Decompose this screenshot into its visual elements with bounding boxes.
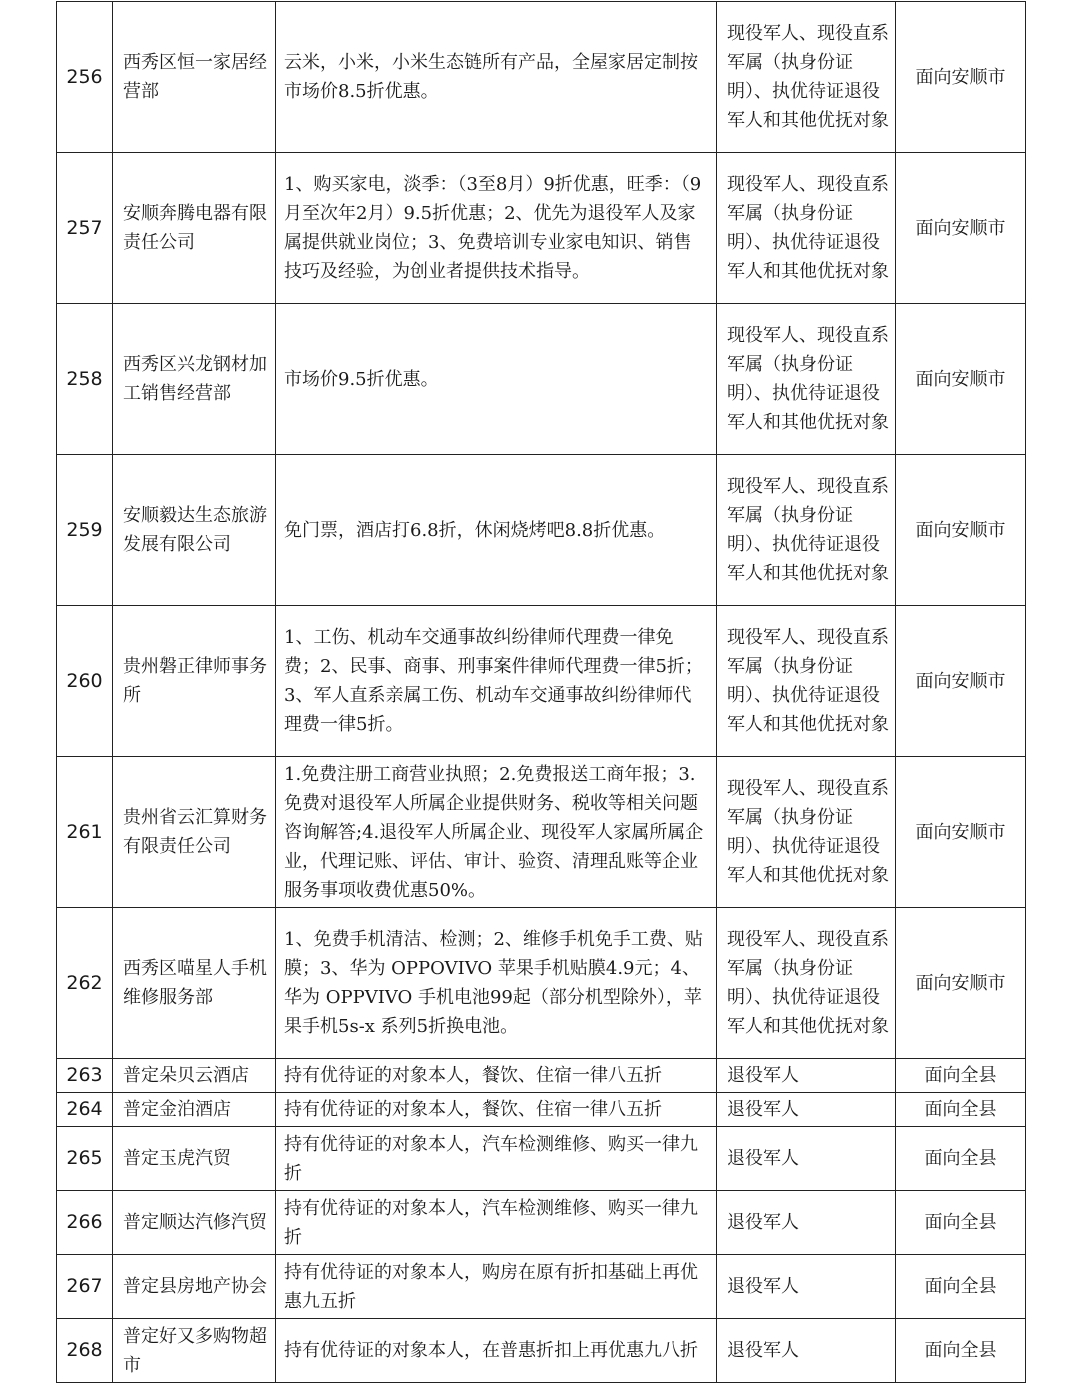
merchant-name: 普定好又多购物超市 (113, 1319, 276, 1383)
offer-text: 1、工伤、机动车交通事故纠纷律师代理费一律免费；2、民事、商事、刑事案件律师代理费一律5折；3、军人直系亲属工伤、机动车交通事故纠纷律师代理费一律5折。 (276, 606, 717, 757)
row-number: 265 (57, 1127, 113, 1191)
table-row (57, 1319, 1026, 1383)
table-row (57, 153, 1026, 304)
scope: 面向安顺市 (896, 455, 1026, 606)
offer-text: 1、购买家电，淡季：（3至8月）9折优惠，旺季：（9月至次年2月）9.5折优惠；2、优先为退役军人及家属提供就业岗位；3、免费培训专业家电知识、销售技巧及经验，为创业者提供技术指导。 (276, 153, 717, 304)
target-group: 退役军人 (717, 1191, 896, 1255)
table-row (57, 757, 1026, 908)
merchant-name: 普定玉虎汽贸 (113, 1127, 276, 1191)
target-group: 现役军人、现役直系军属（执身份证明）、执优待证退役军人和其他优抚对象 (717, 153, 896, 304)
row-number: 261 (57, 757, 113, 908)
row-number: 256 (57, 2, 113, 153)
merchant-name: 西秀区喵星人手机维修服务部 (113, 908, 276, 1059)
offer-text: 持有优待证的对象本人，汽车检测维修、购买一律九折 (276, 1127, 717, 1191)
scope: 面向全县 (896, 1191, 1026, 1255)
table-row (57, 2, 1026, 153)
table-row (57, 1093, 1026, 1127)
offer-text: 持有优待证的对象本人，在普惠折扣上再优惠九八折 (276, 1319, 717, 1383)
scope: 面向全县 (896, 1319, 1026, 1383)
offer-text: 持有优待证的对象本人，餐饮、住宿一律八五折 (276, 1059, 717, 1093)
offer-text: 1、免费手机清洁、检测；2、维修手机免手工费、贴膜；3、华为 OPPOVIVO 苹果手机贴膜4.9元；4、华为 OPPVIVO 手机电池99起（部分机型除外），苹果手机5s-x 系列5折换电池。 (276, 908, 717, 1059)
merchant-name: 西秀区兴龙钢材加工销售经营部 (113, 304, 276, 455)
merchant-name: 安顺毅达生态旅游发展有限公司 (113, 455, 276, 606)
target-group: 退役军人 (717, 1255, 896, 1319)
table-row (57, 1191, 1026, 1255)
target-group: 现役军人、现役直系军属（执身份证明）、执优待证退役军人和其他优抚对象 (717, 304, 896, 455)
offer-text: 持有优待证的对象本人，购房在原有折扣基础上再优惠九五折 (276, 1255, 717, 1319)
offer-text: 持有优待证的对象本人，汽车检测维修、购买一律九折 (276, 1191, 717, 1255)
scope: 面向安顺市 (896, 606, 1026, 757)
merchant-name: 贵州磐正律师事务所 (113, 606, 276, 757)
merchant-name: 普定朵贝云酒店 (113, 1059, 276, 1093)
row-number: 268 (57, 1319, 113, 1383)
offer-text: 1.免费注册工商营业执照；2.免费报送工商年报；3.免费对退役军人所属企业提供财务、税收等相关问题咨询解答;4.退役军人所属企业、现役军人家属所属企业，代理记账、评估、审计、验资、清理乱账等企业服务事项收费优惠50%。 (276, 757, 717, 908)
scope: 面向安顺市 (896, 908, 1026, 1059)
scope: 面向安顺市 (896, 304, 1026, 455)
target-group: 现役军人、现役直系军属（执身份证明）、执优待证退役军人和其他优抚对象 (717, 908, 896, 1059)
table-row (57, 606, 1026, 757)
row-number: 260 (57, 606, 113, 757)
target-group: 现役军人、现役直系军属（执身份证明）、执优待证退役军人和其他优抚对象 (717, 757, 896, 908)
target-group: 退役军人 (717, 1093, 896, 1127)
scope: 面向全县 (896, 1093, 1026, 1127)
target-group: 现役军人、现役直系军属（执身份证明）、执优待证退役军人和其他优抚对象 (717, 455, 896, 606)
merchant-name: 普定顺达汽修汽贸 (113, 1191, 276, 1255)
target-group: 退役军人 (717, 1319, 896, 1383)
table-row (57, 1127, 1026, 1191)
table-row (57, 1255, 1026, 1319)
target-group: 退役军人 (717, 1059, 896, 1093)
table-row (57, 1059, 1026, 1093)
scope: 面向全县 (896, 1127, 1026, 1191)
offer-text: 云米，小米，小米生态链所有产品，全屋家居定制按市场价8.5折优惠。 (276, 2, 717, 153)
row-number: 262 (57, 908, 113, 1059)
table-row (57, 455, 1026, 606)
offer-text: 持有优待证的对象本人，餐饮、住宿一律八五折 (276, 1093, 717, 1127)
scope: 面向安顺市 (896, 153, 1026, 304)
table-row (57, 304, 1026, 455)
target-group: 现役军人、现役直系军属（执身份证明）、执优待证退役军人和其他优抚对象 (717, 606, 896, 757)
row-number: 257 (57, 153, 113, 304)
table-row (57, 908, 1026, 1059)
merchant-name: 安顺奔腾电器有限责任公司 (113, 153, 276, 304)
row-number: 263 (57, 1059, 113, 1093)
scope: 面向安顺市 (896, 757, 1026, 908)
offer-text: 市场价9.5折优惠。 (276, 304, 717, 455)
offer-text: 免门票，酒店打6.8折，休闲烧烤吧8.8折优惠。 (276, 455, 717, 606)
row-number: 267 (57, 1255, 113, 1319)
row-number: 264 (57, 1093, 113, 1127)
merchant-name: 贵州省云汇算财务有限责任公司 (113, 757, 276, 908)
merchant-name: 普定县房地产协会 (113, 1255, 276, 1319)
row-number: 258 (57, 304, 113, 455)
benefits-table (56, 1, 1026, 1383)
row-number: 259 (57, 455, 113, 606)
merchant-name: 普定金泊酒店 (113, 1093, 276, 1127)
merchant-name: 西秀区恒一家居经营部 (113, 2, 276, 153)
target-group: 现役军人、现役直系军属（执身份证明）、执优待证退役军人和其他优抚对象 (717, 2, 896, 153)
scope: 面向全县 (896, 1255, 1026, 1319)
row-number: 266 (57, 1191, 113, 1255)
scope: 面向安顺市 (896, 2, 1026, 153)
target-group: 退役军人 (717, 1127, 896, 1191)
scope: 面向全县 (896, 1059, 1026, 1093)
